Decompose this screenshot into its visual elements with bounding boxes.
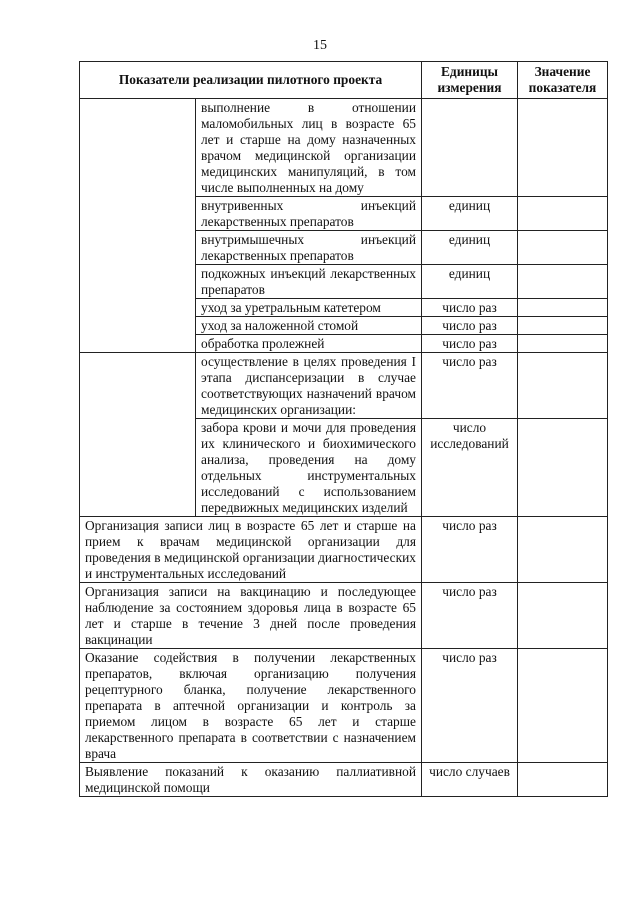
- row-text: уход за наложенной стомой: [196, 317, 422, 335]
- page-number: 15: [313, 38, 327, 53]
- row-unit: единиц: [422, 197, 518, 231]
- row-value: [518, 419, 608, 517]
- row-text: выполнение в отношении маломобильных лиц в возрасте 65 лет и старше на дому назначенных врачом медицинской организации медицинских манипуляций, в том числе выполненных на дому: [196, 99, 422, 197]
- row-text: внутримышечных инъекций лекарственных препаратов: [196, 231, 422, 265]
- row-text: Организация записи лиц в возрасте 65 лет и старше на прием к врачам медицинской организации для проведения в медицинской организации диагностических и инструментальных исследований: [80, 517, 422, 583]
- row-text: подкожных инъекций лекарственных препаратов: [196, 265, 422, 299]
- row-unit: единиц: [422, 265, 518, 299]
- row-value: [518, 517, 608, 583]
- row-value: [518, 649, 608, 763]
- row-text: Организация записи на вакцинацию и последующее наблюдение за состоянием здоровья лица в возрасте 65 лет и старше в течение 3 дней после проведения вакцинации: [80, 583, 422, 649]
- blank-indent-cell: [80, 99, 196, 353]
- row-unit: [422, 99, 518, 197]
- row-value: [518, 583, 608, 649]
- row-unit: единиц: [422, 231, 518, 265]
- table-row: [80, 99, 608, 197]
- header-value: Значение показателя: [518, 62, 608, 99]
- row-unit: число раз: [422, 317, 518, 335]
- header-indicators: Показатели реализации пилотного проекта: [80, 62, 422, 99]
- row-text: забора крови и мочи для проведения их клинического и биохимического анализа, проведения на дому отдельных инструментальных исследований с использованием передвижных медицинских изделий: [196, 419, 422, 517]
- row-value: [518, 763, 608, 797]
- row-value: [518, 317, 608, 335]
- row-unit: число раз: [422, 517, 518, 583]
- row-text: Оказание содействия в получении лекарственных препаратов, включая организацию получения рецептурного бланка, получение лекарственного препарата в аптечной организации и контроль за приемом лицом в возрасте 65 лет и старше лекарственного препарата в соответствии с назначением врача: [80, 649, 422, 763]
- row-text: внутривенных инъекций лекарственных препаратов: [196, 197, 422, 231]
- row-unit: число раз: [422, 335, 518, 353]
- row-unit: число раз: [422, 353, 518, 419]
- table-header-row: [80, 62, 608, 99]
- table-row: [80, 763, 608, 797]
- row-value: [518, 265, 608, 299]
- table-row: [80, 517, 608, 583]
- row-value: [518, 197, 608, 231]
- row-text: уход за уретральным катетером: [196, 299, 422, 317]
- row-value: [518, 299, 608, 317]
- indicators-table: [79, 61, 608, 797]
- table-row: [80, 583, 608, 649]
- row-text: Выявление показаний к оказанию паллиативной медицинской помощи: [80, 763, 422, 797]
- table-row: [80, 649, 608, 763]
- row-value: [518, 231, 608, 265]
- row-unit: число исследований: [422, 419, 518, 517]
- row-value: [518, 335, 608, 353]
- row-unit: число раз: [422, 583, 518, 649]
- row-unit: число случаев: [422, 763, 518, 797]
- row-value: [518, 99, 608, 197]
- row-text: обработка пролежней: [196, 335, 422, 353]
- blank-indent-cell: [80, 353, 196, 517]
- row-unit: число раз: [422, 299, 518, 317]
- row-value: [518, 353, 608, 419]
- header-units: Единицы измерения: [422, 62, 518, 99]
- row-unit: число раз: [422, 649, 518, 763]
- table-row: [80, 353, 608, 419]
- row-text: осуществление в целях проведения I этапа диспансеризации в случае соответствующих назначений врачом медицинских организации:: [196, 353, 422, 419]
